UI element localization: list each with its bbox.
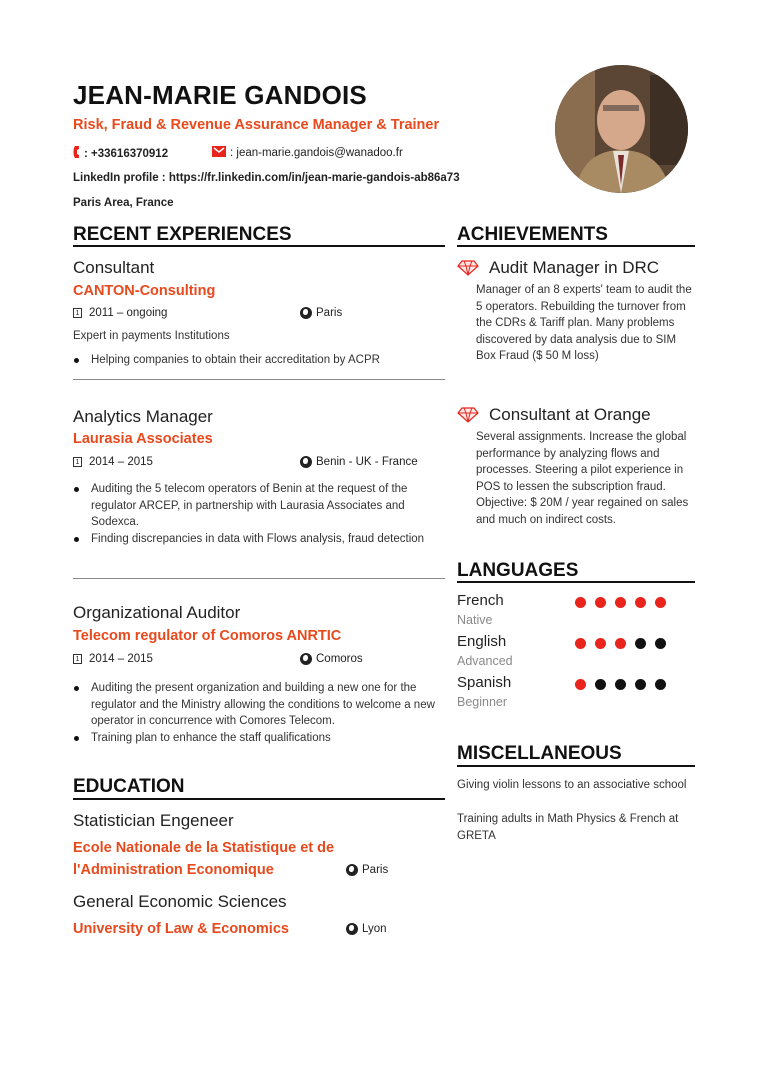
job-org-anrtic: Telecom regulator of Comoros ANRTIC bbox=[73, 628, 342, 644]
languages-heading: LANGUAGES bbox=[457, 560, 579, 581]
achievements-heading: ACHIEVEMENTS bbox=[457, 224, 608, 245]
list-item: Auditing the 5 telecom operators of Benin at the request of the regulator ARCEP, in partnership with Laurasia Associates and Sodexca. bbox=[73, 481, 445, 531]
achievement-text: Manager of an 8 experts' team to audit the 5 operators. Rebuilding the turnover from the CDRs & Tariff plan. Many problems discovered by data analysis due to SIM Box Fraud ($ 50 M loss) bbox=[476, 284, 692, 362]
diamond-icon bbox=[457, 407, 479, 423]
language-rating bbox=[575, 597, 666, 608]
language-rating bbox=[575, 679, 666, 690]
diamond-icon bbox=[457, 260, 479, 276]
list-item: Auditing the present organization and building a new one for the regulator and the Ministry allowing the conditions to welcome a new operator in concurrence with Comores Telecom. bbox=[73, 680, 451, 730]
phone-number: : +33616370912 bbox=[84, 147, 169, 160]
job-place-text: Benin - UK - France bbox=[316, 456, 418, 468]
language-rating bbox=[575, 638, 666, 649]
achievement-title-text: Audit Manager in DRC bbox=[489, 258, 660, 277]
rating-dot-filled bbox=[615, 638, 626, 649]
rating-dot-empty bbox=[615, 679, 626, 690]
phone-contact bbox=[73, 146, 168, 161]
education-school: Ecole Nationale de la Statistique et de bbox=[73, 840, 335, 856]
job-dates-text: 2014 – 2015 bbox=[89, 653, 153, 665]
achievement-text: Several assignments. Increase the global performance by analyzing flows and processes. Steering a pilot experience in POS to lessen the subscription fraud. Objective: $ 20M / year regained on sales and much on indirect costs. bbox=[476, 431, 689, 526]
misc-line: Training adults in Math Physics & French at GRETA bbox=[457, 813, 679, 842]
job-bullets bbox=[73, 481, 445, 547]
rating-dot-empty bbox=[655, 638, 666, 649]
rating-dot-filled bbox=[655, 597, 666, 608]
job-bullets bbox=[73, 352, 445, 369]
achievement-title bbox=[457, 258, 659, 278]
calendar-icon: 1 bbox=[73, 654, 82, 664]
rating-dot-filled bbox=[575, 597, 586, 608]
job-dates-text: 2011 – ongoing bbox=[89, 307, 168, 319]
globe-icon bbox=[346, 864, 358, 876]
language-name: French bbox=[457, 592, 504, 609]
job-title-auditor: Organizational Auditor bbox=[73, 603, 241, 622]
globe-icon bbox=[300, 307, 312, 319]
rating-dot-filled bbox=[575, 638, 586, 649]
rating-dot-empty bbox=[635, 679, 646, 690]
education-school: University of Law & Economics bbox=[73, 921, 289, 937]
job-place bbox=[300, 307, 342, 319]
job-title-analytics: Analytics Manager bbox=[73, 407, 213, 426]
rating-dot-filled bbox=[615, 597, 626, 608]
job-place-text: Comoros bbox=[316, 653, 363, 665]
education-place bbox=[346, 864, 388, 876]
education-school: l'Administration Economique bbox=[73, 862, 274, 878]
language-level: Beginner bbox=[457, 695, 508, 709]
job-dates bbox=[73, 307, 167, 319]
globe-icon bbox=[300, 653, 312, 665]
email-icon bbox=[212, 146, 226, 160]
education-title: General Economic Sciences bbox=[73, 892, 287, 911]
job-summary: Expert in payments Institutions bbox=[73, 330, 230, 342]
rating-dot-filled bbox=[595, 597, 606, 608]
education-heading-rule bbox=[73, 798, 445, 800]
misc-heading: MISCELLANEOUS bbox=[457, 743, 622, 764]
education-title: Statistician Engeneer bbox=[73, 811, 234, 830]
rating-dot-filled bbox=[595, 638, 606, 649]
job-org-laurasia: Laurasia Associates bbox=[73, 431, 213, 447]
language-level: Native bbox=[457, 613, 493, 627]
education-heading: EDUCATION bbox=[73, 776, 185, 797]
job-bullets bbox=[73, 680, 451, 746]
phone-icon bbox=[73, 146, 80, 161]
achievement-title-text: Consultant at Orange bbox=[489, 405, 651, 424]
job-dates bbox=[73, 653, 153, 665]
languages-heading-rule bbox=[457, 581, 695, 583]
email-address[interactable]: : jean-marie.gandois@wanadoo.fr bbox=[230, 147, 403, 159]
job-title-consultant: Consultant bbox=[73, 258, 155, 277]
person-name: JEAN-MARIE GANDOIS bbox=[73, 80, 367, 110]
divider bbox=[73, 578, 445, 579]
divider bbox=[73, 379, 445, 380]
email-contact bbox=[212, 146, 403, 160]
rating-dot-filled bbox=[635, 597, 646, 608]
linkedin-link[interactable]: LinkedIn profile : https://fr.linkedin.com/in/jean-marie-gandois-ab86a73 bbox=[73, 172, 460, 184]
globe-icon bbox=[300, 456, 312, 468]
job-headline: Risk, Fraud & Revenue Assurance Manager & Trainer bbox=[73, 117, 440, 133]
language-level: Advanced bbox=[457, 654, 513, 668]
rating-dot-filled bbox=[575, 679, 586, 690]
achievement-title bbox=[457, 405, 651, 425]
calendar-icon: 1 bbox=[73, 457, 82, 467]
misc-heading-rule bbox=[457, 765, 695, 767]
list-item: Helping companies to obtain their accreditation by ACPR bbox=[73, 352, 445, 369]
job-place bbox=[300, 456, 418, 468]
job-dates-text: 2014 – 2015 bbox=[89, 456, 153, 468]
rating-dot-empty bbox=[635, 638, 646, 649]
list-item: Training plan to enhance the staff qualifications bbox=[73, 730, 451, 747]
profile-photo bbox=[555, 65, 688, 193]
education-place-text: Paris bbox=[362, 864, 389, 876]
rating-dot-empty bbox=[595, 679, 606, 690]
misc-line: Giving violin lessons to an associative school bbox=[457, 779, 687, 791]
job-org-canton: CANTON-Consulting bbox=[73, 283, 216, 299]
calendar-icon: 1 bbox=[73, 308, 82, 318]
rating-dot-empty bbox=[655, 679, 666, 690]
education-place bbox=[346, 923, 387, 935]
job-place-text: Paris bbox=[316, 307, 343, 319]
experience-heading-rule bbox=[73, 245, 445, 247]
language-name: Spanish bbox=[457, 674, 512, 691]
globe-icon bbox=[346, 923, 358, 935]
education-place-text: Lyon bbox=[362, 923, 387, 935]
experience-heading: RECENT EXPERIENCES bbox=[73, 224, 292, 245]
achievements-heading-rule bbox=[457, 245, 695, 247]
location: Paris Area, France bbox=[73, 197, 174, 209]
list-item: Finding discrepancies in data with Flows analysis, fraud detection bbox=[73, 531, 445, 548]
job-place bbox=[300, 653, 363, 665]
job-dates bbox=[73, 456, 153, 468]
language-name: English bbox=[457, 633, 507, 650]
